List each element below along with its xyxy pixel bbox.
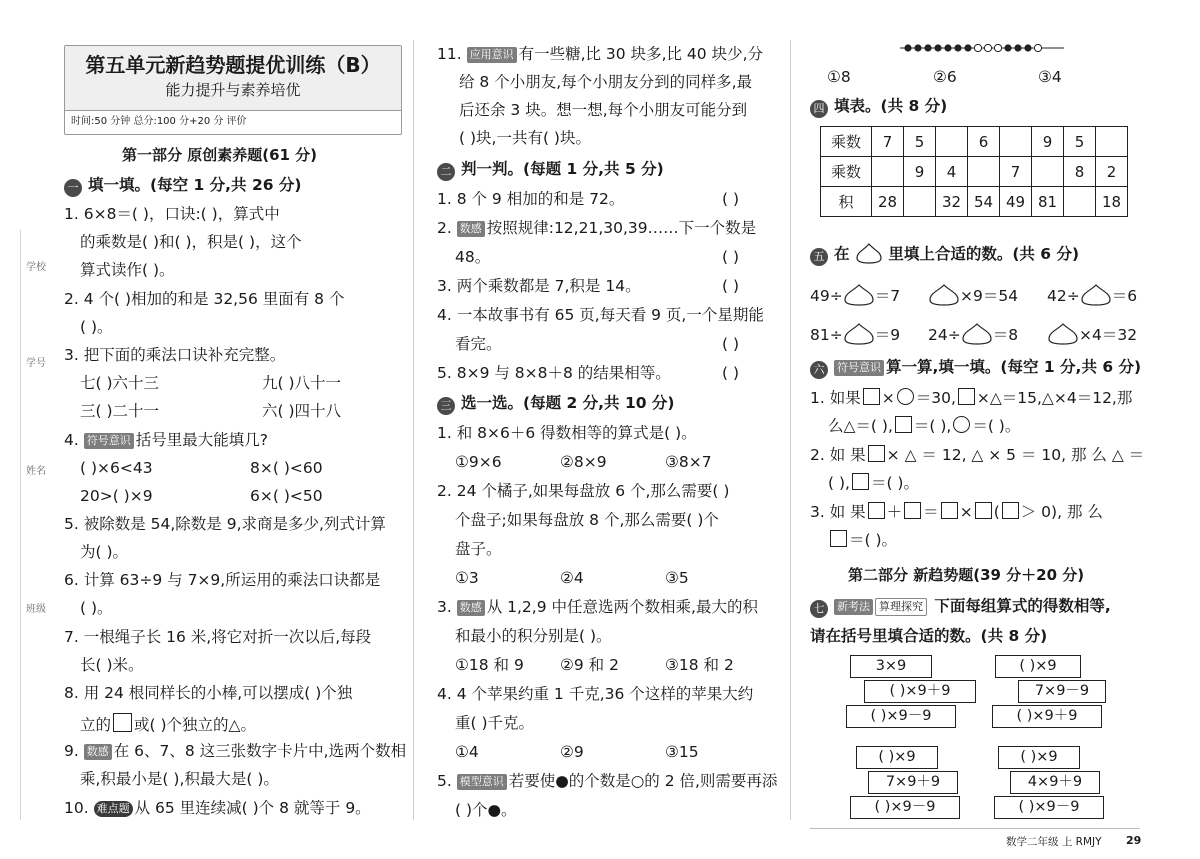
square-icon <box>868 445 885 462</box>
q9-tag: 数感 <box>84 744 112 760</box>
q2-line2: ( )。 <box>80 318 113 336</box>
q4-item-b: 8×( )<60 <box>250 459 323 477</box>
peach-icon <box>1047 322 1079 346</box>
square-icon <box>958 388 975 405</box>
header-box <box>64 45 402 135</box>
choose-4-line1: 4. 4 个苹果约重 1 千克,36 个这样的苹果大约 <box>437 685 754 703</box>
peach-eq-2: ×9＝54 <box>928 283 1018 307</box>
square-icon <box>975 502 992 519</box>
judge-4-line2: 看完。 <box>455 335 502 353</box>
peach-eq-1: 49÷ ＝7 <box>810 283 900 307</box>
judge-5: 5. 8×9 与 8×8＋8 的结果相等。 <box>437 364 671 382</box>
section-6-heading: 六 符号意识 算一算,填一填。(每空 1 分,共 6 分) <box>810 358 1141 379</box>
judge-2-paren: ( ) <box>722 248 740 266</box>
footer-book: 数学二年级 上 RMJY <box>1006 836 1102 848</box>
s6-q2-line2: ( ), ＝( )。 <box>828 474 919 492</box>
q6-line1: 6. 计算 63÷9 与 7×9,所运用的乘法口诀都是 <box>64 571 381 589</box>
square-icon <box>904 502 921 519</box>
choose-4-opt-c: ③15 <box>665 743 699 761</box>
peach-icon <box>961 322 993 346</box>
section-3-heading: 三 选一选。(每题 2 分,共 10 分) <box>437 394 675 415</box>
section-7-heading-line2: 请在括号里填合适的数。(共 8 分) <box>810 627 1048 645</box>
q4-tag: 符号意识 <box>84 433 134 449</box>
section-5-heading: 五 在 里填上合适的数。(共 6 分) <box>810 242 1079 266</box>
q10-tag: 难点题 <box>94 801 133 817</box>
page-subtitle: 能力提升与素养培优 <box>165 81 301 99</box>
choose-3-opt-b: ②9 和 2 <box>560 656 619 674</box>
q1-line1: 1. 6×8＝( )，口诀:( )，算式中 <box>64 205 280 223</box>
peach-icon <box>843 322 875 346</box>
side-label-id: 学号 <box>26 358 46 369</box>
q11-line3: 后还余 3 块。想一想,每个小朋友可能分到 <box>459 101 748 119</box>
page-title: 第五单元新趋势题提优训练（B） <box>85 53 381 77</box>
circle-icon <box>897 388 914 405</box>
q5-opt-a: ①8 <box>827 68 851 86</box>
choose-1-opt-a: ①9×6 <box>455 453 502 471</box>
q4-item-d: 6×( )<50 <box>250 487 323 505</box>
section-1-heading: 一 填一填。(每空 1 分,共 26 分) <box>64 176 302 197</box>
q11-line2: 给 8 个小朋友,每个小朋友分到的同样多,最 <box>459 73 753 91</box>
s7-tag2: 算理探究 <box>875 598 927 616</box>
side-label-school: 学校 <box>26 262 46 273</box>
q8-line2: 立的 或( )个独立的△。 <box>80 713 256 734</box>
s6-q2-line1: 2. 如 果 × △ ＝ 12, △ × 5 ＝ 10, 那 么 △ ＝ <box>810 446 1145 464</box>
table-row: 积 28 32 54 49 81 18 <box>821 187 1128 217</box>
choose-3-opt-c: ③18 和 2 <box>665 656 734 674</box>
square-icon <box>852 473 869 490</box>
s6-q1-line1: 1. 如果 × ＝30, ×△＝15,△×4＝12,那 <box>810 389 1133 407</box>
q6-line2: ( )。 <box>80 599 113 617</box>
square-icon <box>941 502 958 519</box>
q5-line2: 为( )。 <box>80 543 129 561</box>
circle-icon <box>953 416 970 433</box>
q11-tag: 应用意识 <box>467 47 517 63</box>
q10-line1: 10. 难点题 从 65 里连续减( )个 8 就等于 9。 <box>64 799 371 817</box>
judge-2-line2: 48。 <box>455 248 491 266</box>
q8-line1: 8. 用 24 根同样长的小棒,可以摆成( )个独 <box>64 684 353 702</box>
judge-5-paren: ( ) <box>722 364 740 382</box>
eq-box: ( )×9－9 <box>994 796 1104 819</box>
part2-title: 第二部分 新趋势题(39 分＋20 分) <box>848 566 1085 584</box>
multiplication-table <box>820 126 1128 217</box>
choose-5-line2: ( )个●。 <box>455 801 517 819</box>
square-icon <box>1002 502 1019 519</box>
choose-2-opt-c: ③5 <box>665 569 689 587</box>
q5-opt-c: ③4 <box>1038 68 1062 86</box>
choose-1: 1. 和 8×6＋6 得数相等的算式是( )。 <box>437 424 697 442</box>
q7-line2: 长( )米。 <box>80 656 144 674</box>
side-label-class: 班级 <box>26 604 46 615</box>
choose-1-opt-c: ③8×7 <box>665 453 712 471</box>
choose-5-line1: 5. 模型意识 若要使●的个数是○的 2 倍,则需要再添 <box>437 772 778 790</box>
s6-q1-line2: 么△＝( ), ＝( ), ＝( )。 <box>828 417 1021 435</box>
dots-pattern-icon <box>898 38 1068 58</box>
q5-line1: 5. 被除数是 54,除数是 9,求商是多少,列式计算 <box>64 515 386 533</box>
q4-line1: 4. 符号意识 括号里最大能填几? <box>64 431 268 449</box>
judge-2: 2. 数感 按照规律:12,21,30,39……下一个数是 <box>437 219 757 237</box>
binding-line <box>20 230 21 820</box>
q3-item-c: 三( )二十一 <box>80 402 160 420</box>
choose-3-line2: 和最小的积分别是( )。 <box>455 627 612 645</box>
peach-icon <box>1080 283 1112 307</box>
table-row: 乘数 9 4 7 8 2 <box>821 157 1128 187</box>
judge-4: 4. 一本故事书有 65 页,每天看 9 页,一个星期能 <box>437 306 764 324</box>
section-2-heading: 二 判一判。(每题 1 分,共 5 分) <box>437 160 664 181</box>
peach-eq-4: 81÷ ＝9 <box>810 322 900 346</box>
choose-2-line2: 个盘子;如果每盘放 8 个,那么需要( )个 <box>455 511 719 529</box>
section-4-heading: 四 填表。(共 8 分) <box>810 97 947 118</box>
eq-box: ( )×9－9 <box>846 705 956 728</box>
table-row: 乘数 7 5 6 9 5 <box>821 127 1128 157</box>
choose-2-opt-b: ②4 <box>560 569 584 587</box>
judge-2-tag: 数感 <box>457 221 485 237</box>
q3-line1: 3. 把下面的乘法口诀补充完整。 <box>64 346 286 364</box>
choose-3-line1: 3. 数感 从 1,2,9 中任意选两个数相乘,最大的积 <box>437 598 758 616</box>
footer-rule <box>810 828 1140 829</box>
peach-icon <box>843 283 875 307</box>
q11-line1: 11. 应用意识 有一些糖,比 30 块多,比 40 块少,分 <box>437 45 764 63</box>
judge-1-paren: ( ) <box>722 190 740 208</box>
q11-line4: ( )块,一共有( )块。 <box>459 129 591 147</box>
eq-box: ( )×9 <box>856 746 938 769</box>
eq-box: 3×9 <box>850 655 932 678</box>
eq-box: 4×9＋9 <box>1010 771 1100 794</box>
choose-3-tag: 数感 <box>457 600 485 616</box>
q1-line2: 的乘数是( )和( )，积是( )，这个 <box>80 233 302 251</box>
q2-line1: 2. 4 个( )相加的和是 32,56 里面有 8 个 <box>64 290 345 308</box>
peach-eq-6: ×4＝32 <box>1047 322 1137 346</box>
square-icon <box>895 416 912 433</box>
s6-q3-line1: 3. 如 果 ＋ ＝ × ( ＞ 0), 那 么 <box>810 503 1103 521</box>
header-meta: 时间:50 分钟 总分:100 分+20 分 评价 <box>71 116 247 127</box>
q3-item-d: 六( )四十八 <box>262 402 342 420</box>
q7-line1: 7. 一根绳子长 16 米,将它对折一次以后,每段 <box>64 628 372 646</box>
choose-2-line3: 盘子。 <box>455 540 502 558</box>
peach-icon <box>855 242 883 264</box>
judge-3-paren: ( ) <box>722 277 740 295</box>
judge-1: 1. 8 个 9 相加的和是 72。 <box>437 190 625 208</box>
choose-1-opt-b: ②8×9 <box>560 453 607 471</box>
eq-box: 7×9＋9 <box>868 771 958 794</box>
square-icon <box>868 502 885 519</box>
choose-2-opt-a: ①3 <box>455 569 479 587</box>
peach-icon <box>928 283 960 307</box>
side-label-name: 姓名 <box>26 466 46 477</box>
choose-4-opt-a: ①4 <box>455 743 479 761</box>
column-divider-2 <box>790 40 791 820</box>
peach-eq-3: 42÷ ＝6 <box>1047 283 1137 307</box>
square-icon <box>863 388 880 405</box>
eq-box: ( )×9 <box>995 655 1081 678</box>
eq-box: ( )×9－9 <box>850 796 960 819</box>
eq-box: 7×9－9 <box>1018 680 1106 703</box>
choose-4-opt-b: ②9 <box>560 743 584 761</box>
q4-item-a: ( )×6<43 <box>80 459 153 477</box>
q3-item-b: 九( )八十一 <box>262 374 342 392</box>
q1-line3: 算式读作( )。 <box>80 261 175 279</box>
square-icon <box>830 530 847 547</box>
s6-q3-line2: ＝( )。 <box>828 530 897 549</box>
square-icon <box>113 713 132 732</box>
choose-4-line2: 重( )千克。 <box>455 714 535 732</box>
q5-opt-b: ②6 <box>933 68 957 86</box>
section-7-heading: 七 新考法 算理探究 下面每组算式的得数相等, <box>810 597 1111 618</box>
eq-box: ( )×9＋9 <box>992 705 1102 728</box>
s7-tag: 新考法 <box>834 599 873 615</box>
judge-4-paren: ( ) <box>722 335 740 353</box>
choose-2-line1: 2. 24 个橘子,如果每盘放 6 个,那么需要( ) <box>437 482 730 500</box>
choose-5-tag: 模型意识 <box>457 774 507 790</box>
eq-box: ( )×9＋9 <box>864 680 976 703</box>
q9-line2: 乘,积最小是( ),积最大是( )。 <box>80 770 279 788</box>
q4-item-c: 20>( )×9 <box>80 487 153 505</box>
q9-line1: 9. 数感 在 6、7、8 这三张数字卡片中,选两个数相 <box>64 742 407 760</box>
choose-3-opt-a: ①18 和 9 <box>455 656 524 674</box>
s6-tag: 符号意识 <box>834 360 884 376</box>
eq-box: ( )×9 <box>998 746 1080 769</box>
q3-item-a: 七( )六十三 <box>80 374 160 392</box>
judge-3: 3. 两个乘数都是 7,积是 14。 <box>437 277 641 295</box>
part1-title: 第一部分 原创素养题(61 分) <box>122 146 318 164</box>
peach-eq-5: 24÷ ＝8 <box>928 322 1018 346</box>
page-number: 29 <box>1126 834 1142 847</box>
column-divider-1 <box>413 40 414 820</box>
